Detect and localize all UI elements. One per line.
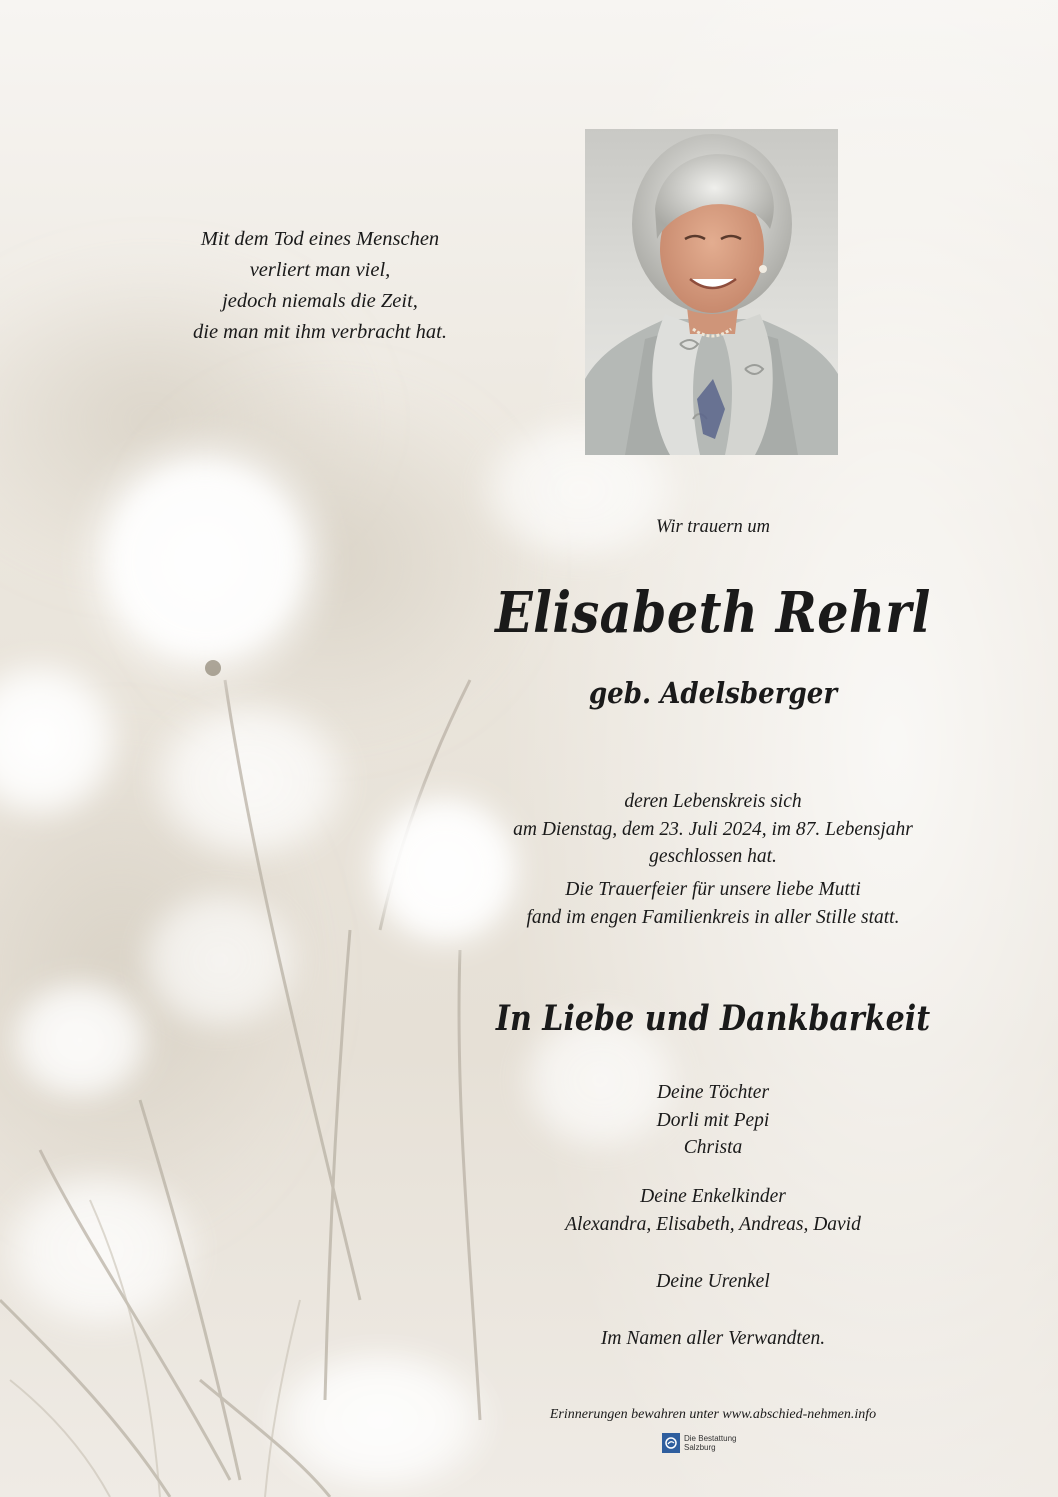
mourners-relatives — [430, 1325, 996, 1353]
passing-line: deren Lebenskreis sich — [624, 791, 802, 812]
mourner-line: Christa — [683, 1137, 743, 1158]
ceremony-line: Die Trauerfeier für unsere liebe Mutti — [565, 879, 861, 900]
deceased-name: Elisabeth Rehrl — [495, 580, 931, 646]
mourner-line: Deine Urenkel — [656, 1271, 770, 1292]
quote-line: verliert man viel, — [249, 259, 391, 281]
logo-line: Salzburg — [684, 1443, 716, 1452]
passing-line: am Dienstag, dem 23. Juli 2024, im 87. Lebensjahr — [513, 818, 913, 840]
passing-announcement — [430, 788, 996, 871]
portrait-photo — [585, 129, 838, 455]
mourner-line: Alexandra, Elisabeth, Andreas, David — [565, 1213, 861, 1235]
mourner-line: Deine Enkelkinder — [640, 1186, 786, 1207]
mourner-line: Deine Töchter — [656, 1082, 770, 1103]
intro-text: Wir trauern um — [655, 517, 771, 537]
mourners-great-grandchildren — [430, 1268, 996, 1296]
quote-line: die man mit ihm verbracht hat. — [193, 321, 447, 343]
funeral-home-logo — [662, 1433, 736, 1453]
ceremony-line: fand im engen Familienkreis in aller Stille statt. — [526, 906, 900, 928]
mourner-line: Im Namen aller Verwandten. — [600, 1328, 826, 1349]
quote-line: Mit dem Tod eines Menschen — [200, 228, 440, 250]
footer-website-note: Erinnerungen bewahren unter www.abschied-nehmen.info — [549, 1407, 877, 1422]
passing-line: geschlossen hat. — [649, 846, 777, 867]
quote-line: jedoch niemals die Zeit, — [222, 290, 418, 312]
mourner-line: Dorli mit Pepi — [656, 1109, 770, 1131]
dove-icon — [662, 1433, 680, 1453]
mourners-grandchildren — [430, 1183, 996, 1238]
birth-name: geb. Adelsberger — [588, 676, 838, 710]
ceremony-notice — [430, 876, 996, 931]
mourners-daughters — [430, 1079, 996, 1162]
closing-heading: In Liebe und Dankbarkeit — [495, 998, 931, 1039]
opening-quote — [120, 224, 520, 348]
logo-line: Die Bestattung — [684, 1434, 737, 1443]
